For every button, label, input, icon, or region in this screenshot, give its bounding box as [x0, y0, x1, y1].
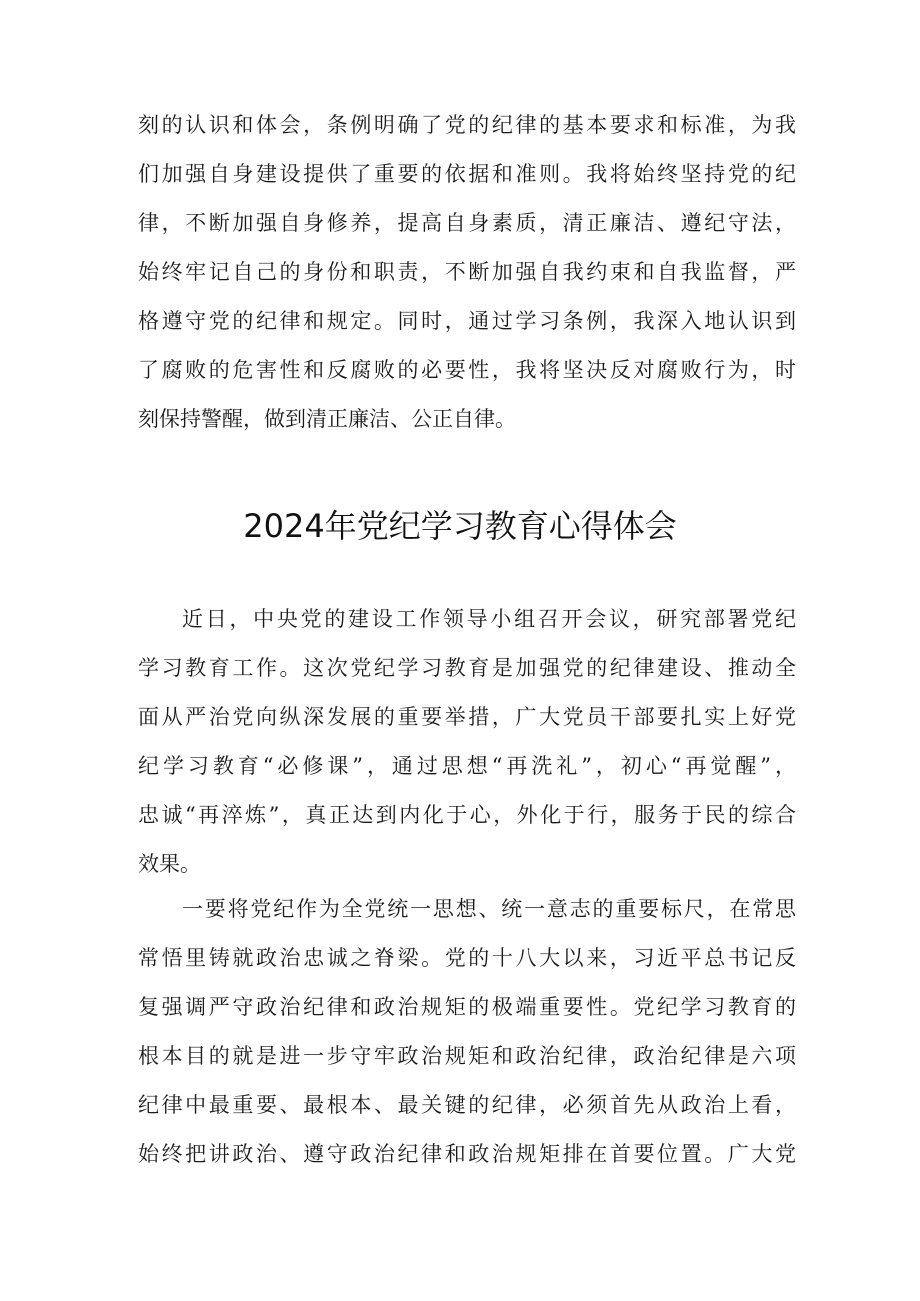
- paragraph-line: 一要将党纪作为全党统一思想、统一意志的重要标尺，在常思: [182, 897, 796, 921]
- paragraph-line: 忠诚“再淬炼”，真正达到内化于心，外化于行，服务于民的综合: [138, 803, 796, 827]
- paragraph-line: 律，不断加强自身修养，提高自身素质，清正廉洁、遵纪守法，: [138, 211, 796, 235]
- paragraph-point-one: [138, 885, 796, 1179]
- paragraph-line: 纪学习教育“必修课”，通过思想“再洗礼”，初心“再觉醒”，: [138, 754, 796, 778]
- paragraph-intro: [138, 595, 796, 889]
- paragraph-line: 格遵守党的纪律和规定。同时，通过学习条例，我深入地认识到: [138, 309, 796, 333]
- paragraph-line: 始终把讲政治、遵守政治纪律和政治规矩排在首要位置。广大党: [138, 1142, 796, 1166]
- document-title: 2024年党纪学习教育心得体会: [243, 507, 677, 545]
- paragraph-line: 效果。: [138, 852, 201, 876]
- paragraph-line: 根本目的就是进一步守牢政治规矩和政治纪律，政治纪律是六项: [138, 1044, 796, 1068]
- paragraph-line: 常悟里铸就政治忠诚之脊梁。党的十八大以来，习近平总书记反: [138, 946, 796, 970]
- paragraph-line: 复强调严守政治纪律和政治规矩的极端重要性。党纪学习教育的: [138, 995, 796, 1019]
- paragraph-line: 刻的认识和体会，条例明确了党的纪律的基本要求和标准，为我: [138, 113, 796, 137]
- paragraph-line: 纪律中最重要、最根本、最关键的纪律，必须首先从政治上看，: [138, 1093, 796, 1117]
- paragraph-line: 学习教育工作。这次党纪学习教育是加强党的纪律建设、推动全: [138, 656, 796, 680]
- paragraph-line: 始终牢记自己的身份和职责，不断加强自我约束和自我监督，严: [138, 260, 796, 284]
- paragraph-line: 面从严治党向纵深发展的重要举措，广大党员干部要扎实上好党: [138, 705, 796, 729]
- paragraph-line: 了腐败的危害性和反腐败的必要性，我将坚决反对腐败行为，时: [138, 358, 796, 382]
- continuation-paragraph: [138, 101, 796, 444]
- paragraph-line: 近日，中央党的建设工作领导小组召开会议，研究部署党纪: [182, 607, 796, 631]
- paragraph-line: 们加强自身建设提供了重要的依据和准则。我将始终坚持党的纪: [138, 162, 796, 186]
- paragraph-line: 刻保持警醒，做到清正廉洁、公正自律。: [138, 407, 516, 431]
